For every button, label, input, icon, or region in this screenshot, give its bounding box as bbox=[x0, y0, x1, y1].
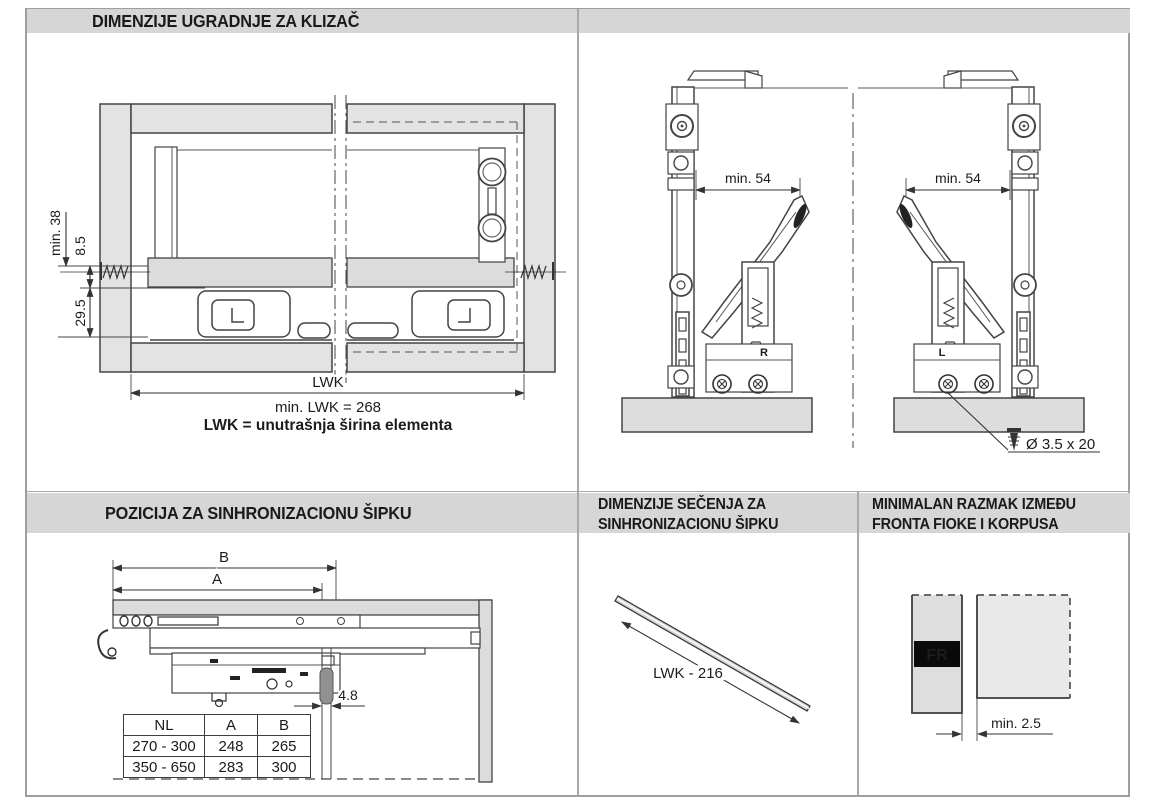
col-nl: NL bbox=[124, 715, 205, 736]
cabinet-right-panel bbox=[524, 104, 555, 372]
screw-icon bbox=[1007, 428, 1021, 451]
dim-lwk: LWK bbox=[312, 374, 344, 391]
slide-assembly-right bbox=[858, 71, 1084, 432]
front-adjuster bbox=[479, 148, 506, 262]
table-header-row bbox=[124, 715, 311, 736]
title-sync-position bbox=[105, 493, 434, 533]
cabinet-top-left bbox=[131, 104, 332, 133]
title-install bbox=[92, 9, 379, 33]
cabinet-bottom-right bbox=[347, 343, 524, 372]
table-row bbox=[124, 757, 311, 778]
dim-29-5: 29.5 bbox=[72, 299, 88, 327]
title-sync-cut-line2: SINHRONIZACIONU ŠIPKU bbox=[598, 515, 779, 533]
cell-a-1: 248 bbox=[205, 736, 258, 757]
title-sync-cut-line1: DIMENZIJE SEČENJA ZA bbox=[598, 496, 766, 513]
title-front-gap-line2: FRONTA FIOKE I KORPUSA bbox=[872, 515, 1059, 533]
cabinet-carcass bbox=[977, 595, 1070, 698]
dim-min54-left: min. 54 bbox=[725, 170, 771, 186]
cabinet-side-panel bbox=[113, 600, 490, 615]
break-lines bbox=[335, 95, 346, 383]
fr-label: FR bbox=[926, 647, 948, 664]
title-front-gap bbox=[872, 494, 1091, 534]
cell-b-2: 300 bbox=[258, 757, 311, 778]
dim-8-5: 8.5 bbox=[72, 236, 88, 256]
col-b: B bbox=[258, 715, 311, 736]
dim-a: A bbox=[211, 571, 223, 588]
install-drawing bbox=[25, 33, 578, 493]
cabinet-bottom-left bbox=[131, 343, 332, 372]
cell-nl-1: 270 - 300 bbox=[124, 736, 205, 757]
slide-side-view bbox=[98, 615, 480, 707]
dim-min54-right: min. 54 bbox=[935, 170, 981, 186]
drawer-bottom-left bbox=[148, 258, 332, 287]
mark-right: R bbox=[760, 347, 768, 359]
cell-nl-2: 350 - 650 bbox=[124, 757, 205, 778]
sync-cut-drawing bbox=[578, 533, 859, 797]
title-sync-cut bbox=[598, 494, 792, 534]
sync-rod-section bbox=[320, 648, 333, 779]
title-install-text: DIMENZIJE UGRADNJE ZA KLIZAČ bbox=[92, 11, 360, 31]
sync-rod bbox=[615, 596, 810, 711]
title-sync-position-text: POZICIJA ZA SINHRONIZACIONU ŠIPKU bbox=[105, 503, 412, 523]
col-a: A bbox=[205, 715, 258, 736]
dim-4-8: 4.8 bbox=[338, 687, 358, 703]
cabinet-left-panel bbox=[100, 104, 131, 372]
dim-min-lwk: min. LWK = 268 bbox=[274, 399, 382, 416]
mark-left: L bbox=[938, 347, 946, 359]
slide-profile-right bbox=[347, 291, 514, 340]
title-front-gap-line1: MINIMALAN RAZMAK IZMEĐU bbox=[872, 496, 1076, 513]
screw-spec: Ø 3.5 x 20 bbox=[1026, 436, 1096, 453]
cell-a-2: 283 bbox=[205, 757, 258, 778]
cabinet-top-right bbox=[347, 104, 524, 133]
sync-position-table bbox=[123, 714, 311, 778]
front-gap-drawing bbox=[859, 533, 1132, 797]
cell-b-1: 265 bbox=[258, 736, 311, 757]
table-row bbox=[124, 736, 311, 757]
dim-min38: min. 38 bbox=[47, 210, 63, 256]
dim-min-2-5: min. 2.5 bbox=[991, 715, 1041, 731]
dim-lwk-216: LWK - 216 bbox=[653, 665, 723, 682]
cabinet-front-post bbox=[479, 600, 492, 782]
side-mount-drawing bbox=[578, 33, 1132, 490]
dim-b: B bbox=[218, 549, 230, 566]
lwk-note: LWK = unutrašnja širina elementa bbox=[203, 417, 453, 434]
slide-profile-left bbox=[150, 291, 332, 340]
drawer-back-panel bbox=[155, 147, 177, 259]
slide-assembly-left bbox=[622, 71, 848, 432]
